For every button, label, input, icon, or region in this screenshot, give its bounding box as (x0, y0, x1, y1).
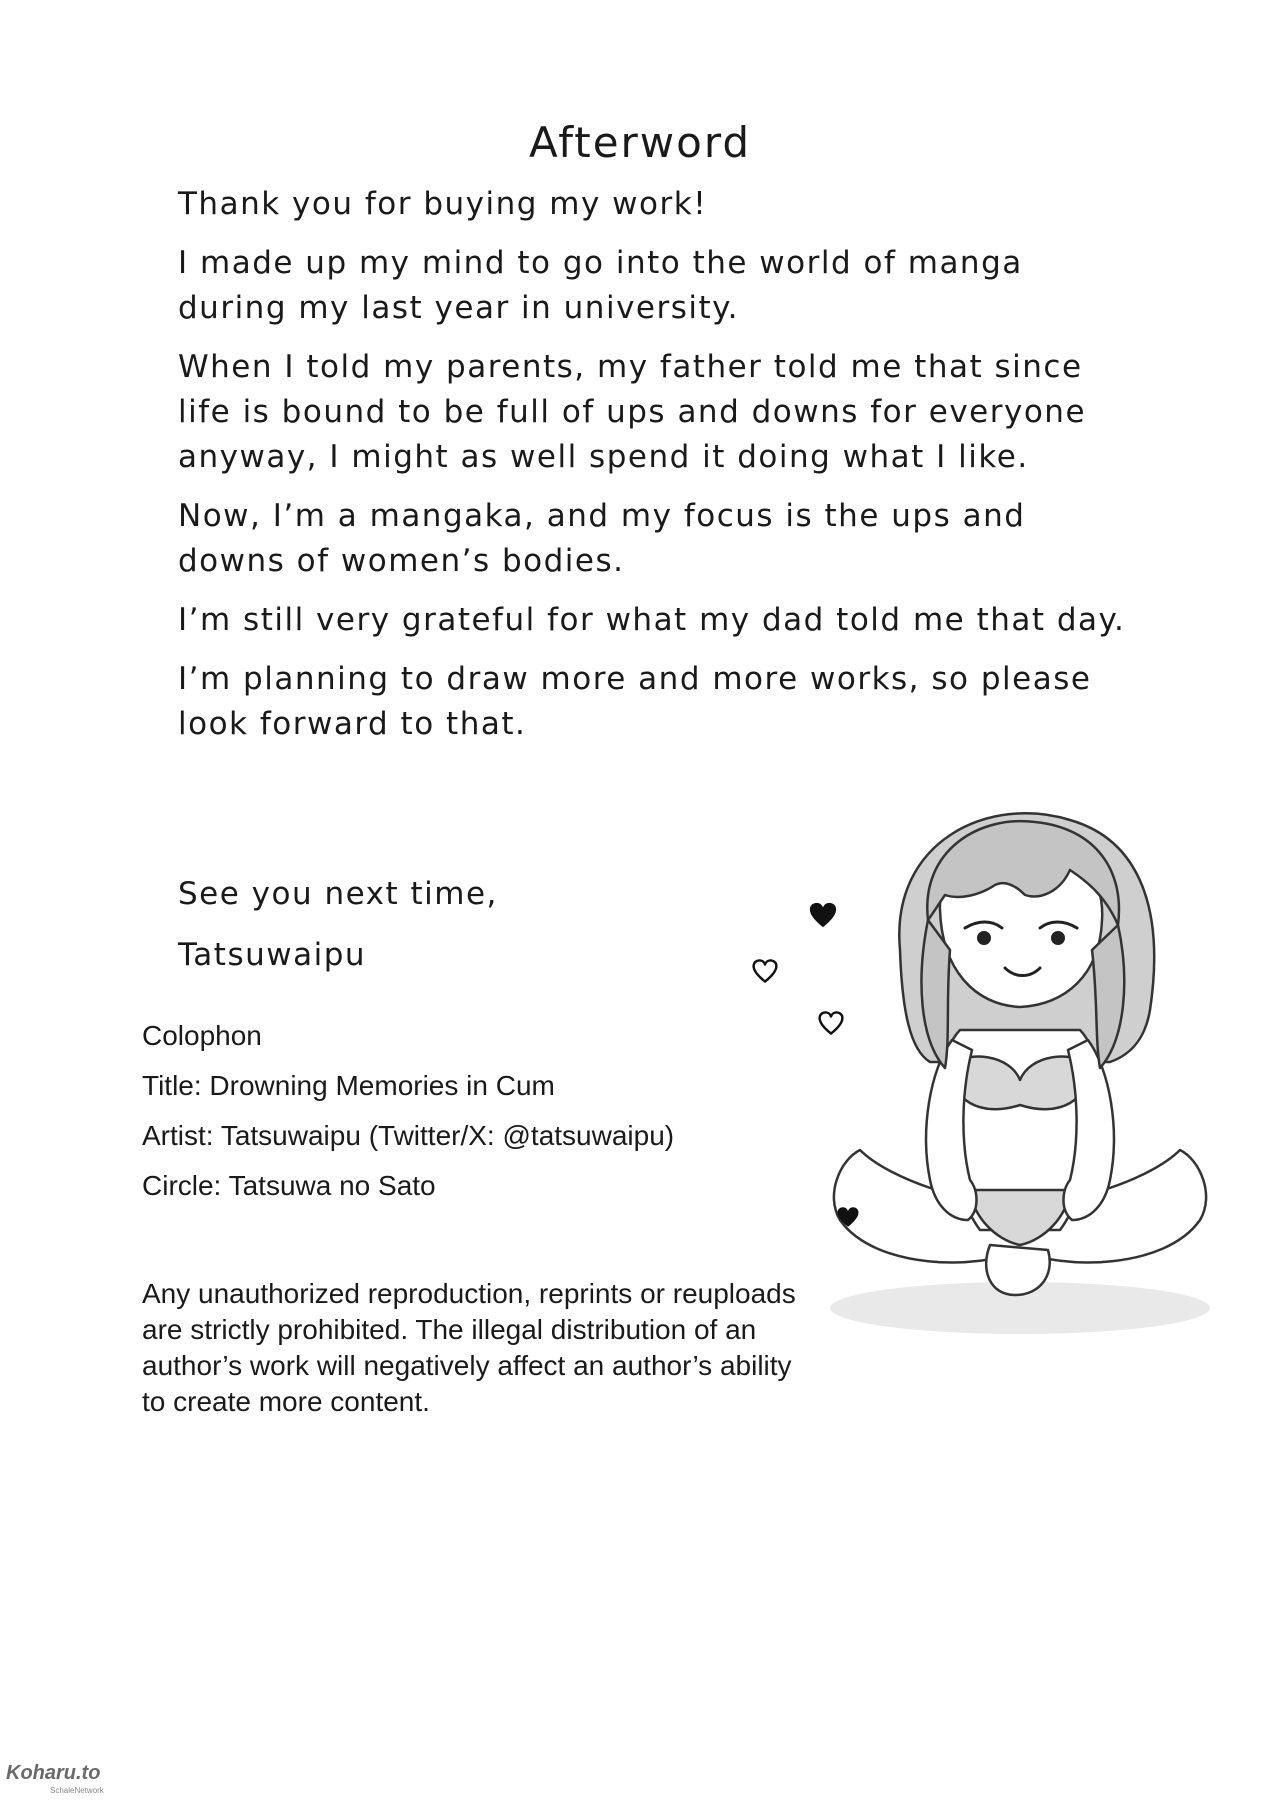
colophon-artist: Artist: Tatsuwaipu (Twitter/X: @tatsuwaipu) (142, 1120, 675, 1151)
afterword-paragraph: I’m still very grateful for what my dad told me that day. (178, 602, 1126, 638)
afterword-body (178, 182, 1138, 761)
heart-icon (836, 1205, 860, 1229)
copyright-notice: Any unauthorized reproduction, reprints or reuploads are strictly prohibited. The illegal distribution of an author’s work will negatively affect an author’s ability to create more content. (142, 1278, 796, 1417)
closing-line: See you next time, (178, 876, 498, 912)
right-pupil (1051, 931, 1065, 945)
colophon-circle: Circle: Tatsuwa no Sato (142, 1170, 436, 1201)
colophon-heading: Colophon (142, 1020, 262, 1051)
afterword-paragraph: Now, I’m a mangaka, and my focus is the ups and downs of women’s bodies. (178, 498, 1026, 579)
page-title: Afterword (528, 118, 752, 167)
afterword-paragraph: Thank you for buying my work! (178, 186, 708, 222)
colophon-title: Title: Drowning Memories in Cum (142, 1070, 555, 1101)
watermark-logo: Koharu.to (6, 1762, 101, 1784)
afterword-paragraph: I made up my mind to go into the world of manga during my last year in university. (178, 245, 1023, 326)
afterword-paragraph: When I told my parents, my father told me that since life is bound to be full of ups and downs for everyone anyway, I might as well spend it doing what I like. (178, 349, 1087, 475)
colophon (142, 1018, 822, 1218)
heart-icon (752, 958, 778, 984)
watermark-subtext: SchaleNetwork (50, 1786, 104, 1795)
signoff (178, 872, 778, 994)
heart-icon (808, 900, 838, 930)
afterword-paragraph: I’m planning to draw more and more works, so please look forward to that. (178, 661, 1092, 742)
heart-icon (818, 1010, 844, 1036)
character-illustration (820, 800, 1240, 1360)
left-pupil (977, 931, 991, 945)
author-signature: Tatsuwaipu (178, 937, 367, 973)
